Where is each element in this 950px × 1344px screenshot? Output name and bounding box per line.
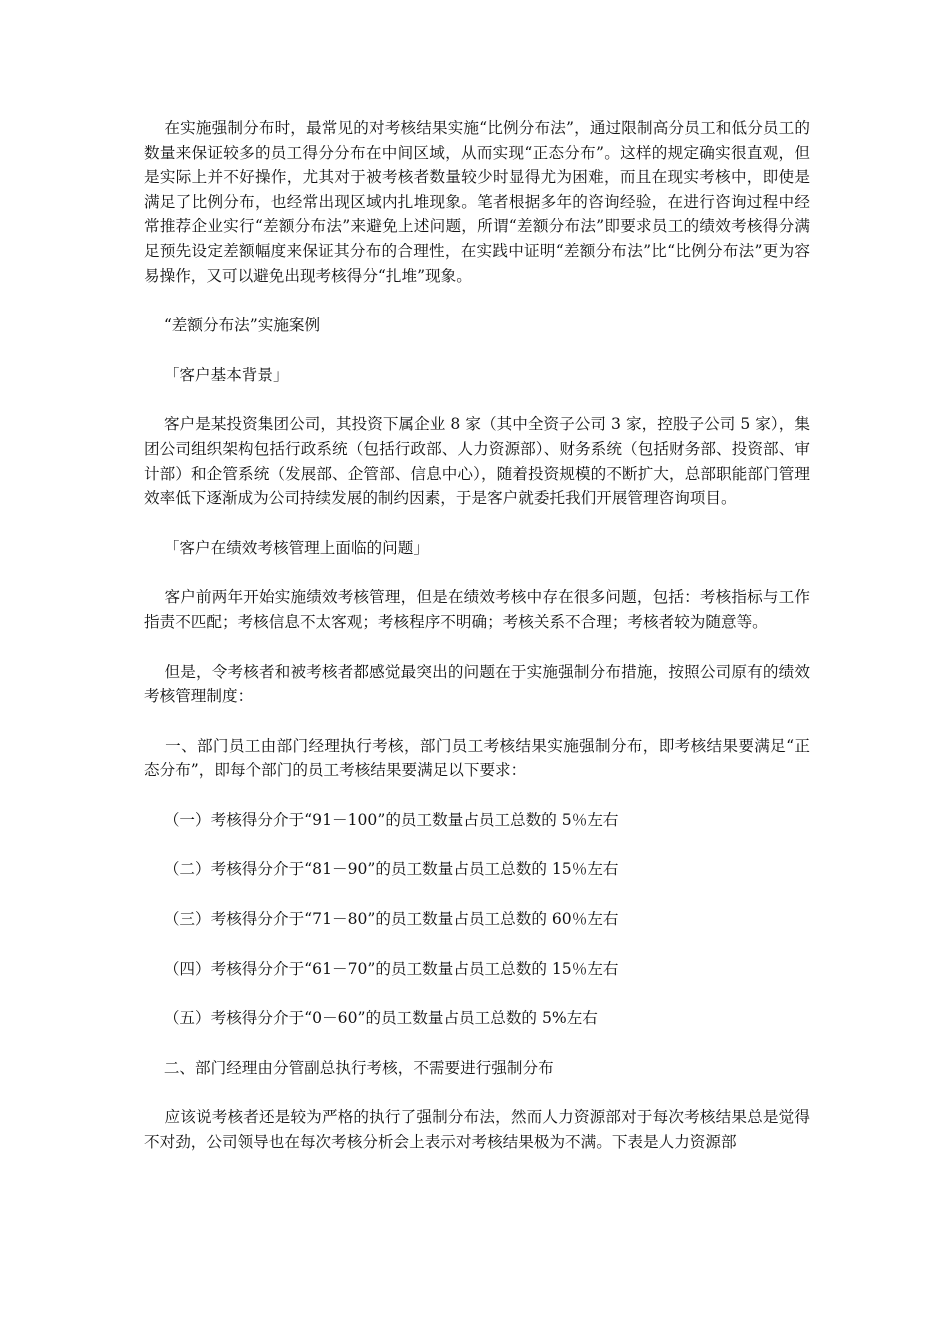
paragraph-rule-one: 一、部门员工由部门经理执行考核，部门员工考核结果实施强制分布，即考核结果要满足“正态分布”，即每个部门的员工考核结果要满足以下要求： — [144, 736, 810, 780]
list-item-range-4: （四）考核得分介于“61－70”的员工数量占员工总数的 15％左右 — [144, 959, 619, 978]
paragraph-client-background: 客户是某投资集团公司，其投资下属企业 8 家（其中全资子公司 3 家，控股子公司 5 家），集团公司组织架构包括行政系统（包括行政部、人力资源部）、财务系统（包括财务部、投资部、审计部）和企管系统（发展部、企管部、信息中心），随着投资规模的不断扩大，总部职能部门管理效率低下逐渐成为公司持续发展的制约因素，于是客户就委托我们开展管理咨询项目。 — [144, 415, 810, 508]
paragraph-intro: 在实施强制分布时，最常见的对考核结果实施“比例分布法”，通过限制高分员工和低分员工的数量来保证较多的员工得分分布在中间区域，从而实现“正态分布”。这样的规定确实很直观，但是实际上并不好操作，尤其对于被考核者数量较少时显得尤为困难，而且在现实考核中，即使是满足了比例分布，也经常出现区域内扎堆现象。笔者根据多年的咨询经验，在进行咨询过程中经常推荐企业实行“差额分布法”来避免上述问题，所谓“差额分布法”即要求员工的绩效考核得分满足预先设定差额幅度来保证其分布的合理性，在实践中证明“差额分布法”比“比例分布法”更为容易操作，又可以避免出现考核得分“扎堆”现象。 — [144, 119, 810, 285]
document-body — [144, 116, 810, 1155]
list-item-range-1: （一）考核得分介于“91－100”的员工数量占员工总数的 5％左右 — [144, 810, 619, 829]
paragraph-rule-two: 二、部门经理由分管副总执行考核，不需要进行强制分布 — [144, 1058, 554, 1077]
paragraph-conclusion: 应该说考核者还是较为严格的执行了强制分布法，然而人力资源部对于每次考核结果总是觉得不对劲，公司领导也在每次考核分析会上表示对考核结果极为不满。下表是人力资源部 — [144, 1108, 810, 1152]
section-heading-case: “差额分布法”实施案例 — [144, 316, 321, 335]
paragraph-main-issue: 但是，令考核者和被考核者都感觉最突出的问题在于实施强制分布措施，按照公司原有的绩效考核管理制度： — [144, 662, 810, 706]
paragraph-problems: 客户前两年开始实施绩效考核管理，但是在绩效考核中存在很多问题，包括：考核指标与工作指责不匹配；考核信息不太客观；考核程序不明确；考核关系不合理；考核者较为随意等。 — [144, 588, 810, 631]
list-item-range-5: （五）考核得分介于“0－60”的员工数量占员工总数的 5%左右 — [144, 1009, 598, 1028]
list-item-range-2: （二）考核得分介于“81－90”的员工数量占员工总数的 15％左右 — [144, 860, 619, 879]
subheading-problems: 「客户在绩效考核管理上面临的问题」 — [144, 538, 429, 557]
subheading-client-background: 「客户基本背景」 — [144, 365, 289, 384]
list-item-range-3: （三）考核得分介于“71－80”的员工数量占员工总数的 60％左右 — [144, 910, 619, 929]
